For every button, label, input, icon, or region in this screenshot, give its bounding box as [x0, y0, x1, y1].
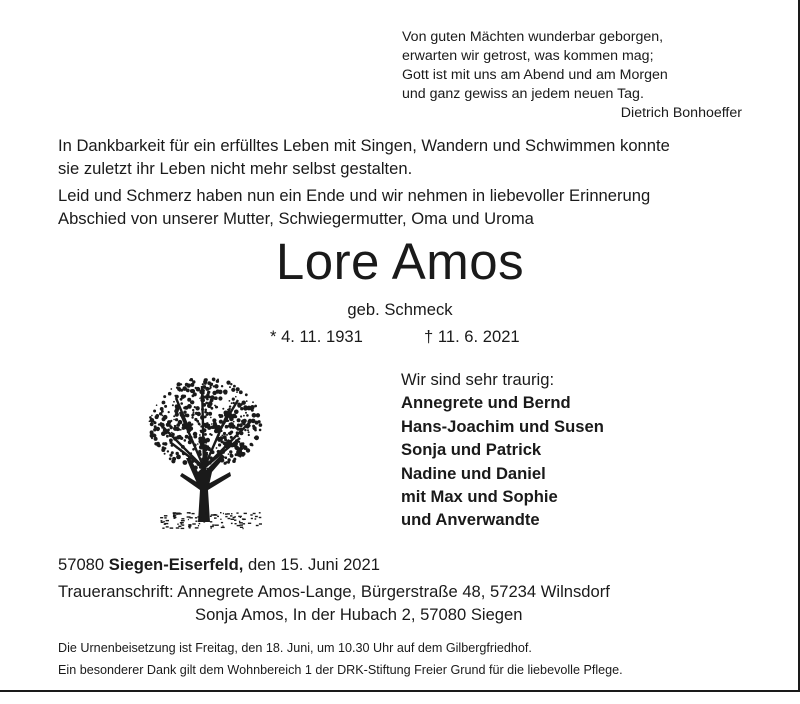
notes	[58, 637, 623, 681]
place-city: Siegen-Eiserfeld,	[108, 555, 244, 574]
death-date: † 11. 6. 2021	[424, 327, 520, 346]
mourning-address	[58, 580, 610, 626]
quote-author: Dietrich Bonhoeffer	[620, 105, 742, 121]
address-label: Traueranschrift:	[58, 582, 174, 601]
address-line-1: Annegrete Amos-Lange, Bürgerstraße 48, 57234 Wilnsdorf	[177, 582, 610, 601]
mourner-name: Hans-Joachim und Susen	[401, 416, 604, 436]
quote-line: Von guten Mächten wunderbar geborgen,	[402, 29, 664, 45]
quote-line: Gott ist mit uns am Abend und am Morgen	[402, 67, 668, 83]
bonhoeffer-quote	[402, 28, 742, 123]
intro-text	[58, 134, 758, 230]
intro-line: In Dankbarkeit für ein erfülltes Leben mit Singen, Wandern und Schwimmen konnte	[58, 136, 670, 155]
mourner-name: Sonja und Patrick	[401, 440, 542, 460]
mourners-list	[401, 368, 761, 532]
place-date	[58, 554, 380, 576]
birth-name: geb. Schmeck	[347, 300, 453, 319]
place-date-text: den 15. Juni 2021	[248, 555, 380, 574]
quote-line: und ganz gewiss an jedem neuen Tag.	[402, 86, 644, 102]
thanks-note: Ein besonderer Dank gilt dem Wohnbereich 1 der DRK-Stiftung Freier Grund für die liebevolle Pflege.	[58, 663, 623, 677]
mourner-name: Nadine und Daniel	[401, 463, 546, 483]
place-zip: 57080	[58, 555, 105, 574]
mourners-intro: Wir sind sehr traurig:	[401, 370, 555, 389]
birth-date: * 4. 11. 1931	[270, 327, 363, 346]
address-line-2: Sonja Amos, In der Hubach 2, 57080 Siegen	[195, 605, 523, 624]
mourner-name: Annegrete und Bernd	[401, 393, 571, 413]
intro-line: sie zuletzt ihr Leben nicht mehr selbst gestalten.	[58, 159, 413, 178]
burial-note: Die Urnenbeisetzung ist Freitag, den 18. Juni, um 10.30 Uhr auf dem Gilbergfriedhof.	[58, 641, 532, 655]
intro-line: Leid und Schmerz haben nun ein Ende und wir nehmen in liebevoller Erinnerung	[58, 186, 651, 205]
quote-line: erwarten wir getrost, was kommen mag;	[402, 48, 654, 64]
mourner-name: mit Max und Sophie	[401, 487, 558, 507]
mourner-name: und Anverwandte	[401, 510, 540, 530]
deceased-name: Lore Amos	[275, 233, 525, 290]
intro-line: Abschied von unserer Mutter, Schwiegermutter, Oma und Uroma	[58, 209, 534, 228]
tree-icon	[140, 372, 270, 530]
